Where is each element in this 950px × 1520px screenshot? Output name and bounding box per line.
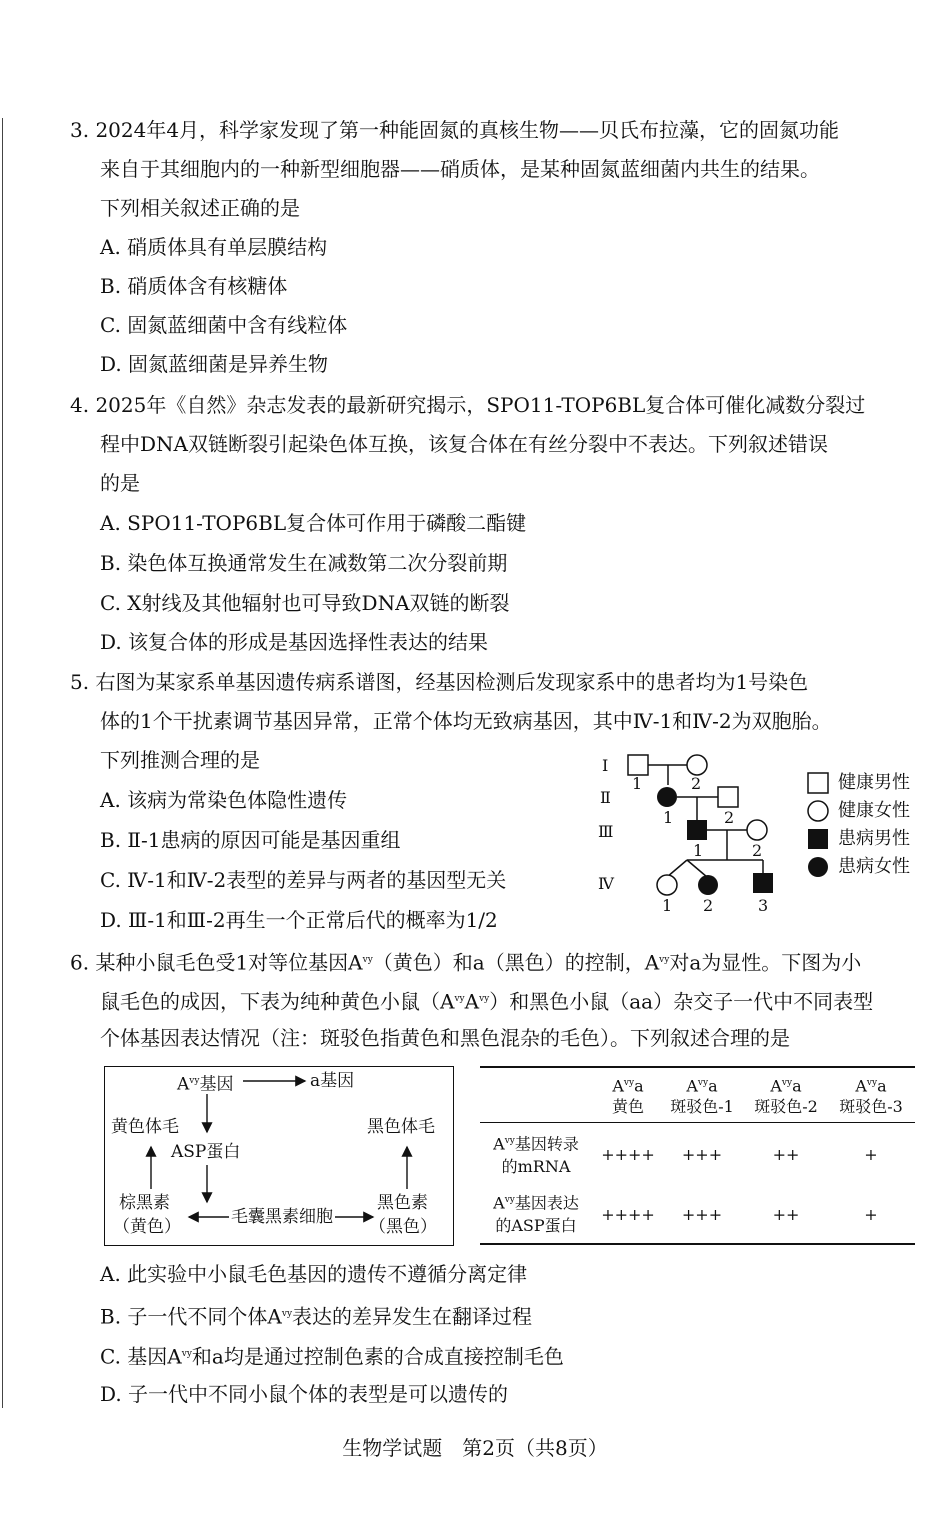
q4-stem-line3: 的是 [100, 471, 140, 495]
q3-option-b: B. 硝质体含有核糖体 [100, 274, 288, 298]
q6-stem-line2: 鼠毛色的成因，下表为纯种黄色小鼠$(A^{vy}A^{vy})$和黑色小鼠（aa）杂交子一代中不同表型 [100, 989, 874, 1014]
q5-option-c: C. Ⅳ-1和Ⅳ-2表型的差异与两者的基因型无关 [100, 868, 507, 892]
pedigree-num: 1 [632, 774, 643, 793]
table-cell: +++ [681, 1145, 723, 1164]
table-row-label: 的mRNA [501, 1157, 571, 1176]
pedigree-num: 2 [752, 841, 763, 860]
table-header-phenotype: 斑驳色-2 [754, 1097, 818, 1116]
pedigree-chart [590, 745, 930, 920]
q4-stem-line1: 4. 2025年《自然》杂志发表的最新研究揭示，SPO11-TOP6BL复合体可催化减数分裂过 [70, 393, 866, 417]
q3-stem-line1: 3. 2024年4月，科学家发现了第一种能固氮的真核生物——贝氏布拉藻，它的固氮功能 [70, 118, 840, 142]
legend-affected-male: 患病男性 [838, 828, 910, 849]
table-header-genotype: $A^{vy}a$ [686, 1076, 718, 1096]
q4-option-d: D. 该复合体的形成是基因选择性表达的结果 [100, 630, 489, 654]
flow-asp-protein: ASP蛋白 [171, 1142, 241, 1162]
q5-stem-line1: 5. 右图为某家系单基因遗传病系谱图，经基因检测后发现家系中的患者均为1号染色 [70, 670, 809, 694]
q3-option-d: D. 固氮蓝细菌是异养生物 [100, 352, 329, 376]
table-row-label: $A^{vy}$基因转录 [493, 1134, 579, 1154]
q4-option-c: C. X射线及其他辐射也可导致DNA双链的断裂 [100, 591, 510, 615]
flow-black-note: （黑色） [369, 1217, 437, 1237]
q5-option-a: A. 该病为常染色体隐性遗传 [100, 788, 348, 812]
pedigree-gen-1: Ⅰ [602, 756, 609, 775]
q4-stem-line2: 程中DNA双链断裂引起染色体互换，该复合体在有丝分裂中不表达。下列叙述错误 [100, 432, 828, 456]
table-header-phenotype: 斑驳色-3 [839, 1097, 903, 1116]
table-cell: ++++ [601, 1145, 655, 1164]
table-cell: ++ [772, 1205, 800, 1224]
page-footer: 生物学试题 第2页（共8页） [342, 1436, 608, 1460]
q6-option-a: A. 此实验中小鼠毛色基因的遗传不遵循分离定律 [100, 1262, 528, 1286]
table-cell: +++ [681, 1205, 723, 1224]
q6-stem-line1: 6. 某种小鼠毛色受1对等位基因$A^{vy}$（黄色）和a（黑色）的控制，$A^{vy}$对a为显性。下图为小 [70, 950, 862, 975]
flow-black-pigment: 黑色素 [377, 1193, 428, 1213]
table-cell: + [864, 1205, 878, 1224]
pedigree-gen-4: Ⅳ [598, 874, 614, 893]
pedigree-num: 3 [758, 896, 769, 915]
q4-option-a: A. SPO11-TOP6BL复合体可作用于磷酸二酯键 [100, 511, 527, 535]
flow-yellow-hair: 黄色体毛 [111, 1117, 179, 1137]
table-header-genotype: $A^{vy}a$ [612, 1076, 644, 1096]
q6-option-c: C. 基因$A^{vy}$和a均是通过控制色素的合成直接控制毛色 [100, 1344, 564, 1369]
flow-brown-pigment: 棕黑素 [119, 1193, 170, 1213]
legend-healthy-male: 健康男性 [838, 772, 910, 793]
q5-stem-line3: 下列推测合理的是 [100, 748, 260, 772]
q4-option-b: B. 染色体互换通常发生在减数第二次分裂前期 [100, 551, 508, 575]
legend-affected-female: 患病女性 [838, 856, 910, 877]
q3-stem-line2: 来自于其细胞内的一种新型细胞器——硝质体，是某种固氮蓝细菌内共生的结果。 [100, 157, 820, 181]
table-row-label: $A^{vy}$基因表达 [493, 1193, 579, 1213]
q5-option-b: B. Ⅱ-1患病的原因可能是基因重组 [100, 828, 401, 852]
table-header-phenotype: 黄色 [611, 1097, 644, 1116]
pedigree-gen-2: Ⅱ [600, 788, 611, 807]
pedigree-gen-3: Ⅲ [598, 822, 614, 841]
q3-stem-line3: 下列相关叙述正确的是 [100, 196, 300, 220]
flow-avy-gene: $A^{vy}$基因 [177, 1074, 234, 1095]
flow-melanocyte: 毛囊黑素细胞 [231, 1207, 333, 1227]
pedigree-num: 2 [691, 774, 702, 793]
q6-option-b: B. 子一代不同个体$A^{vy}$表达的差异发生在翻译过程 [100, 1304, 533, 1329]
flow-a-gene: a基因 [310, 1071, 355, 1091]
table-cell: ++++ [601, 1205, 655, 1224]
table-cell: + [864, 1145, 878, 1164]
q3-option-a: A. 硝质体具有单层膜结构 [100, 235, 328, 259]
flow-black-hair: 黑色体毛 [367, 1117, 435, 1137]
q5-option-d: D. Ⅲ-1和Ⅲ-2再生一个正常后代的概率为1/2 [100, 908, 498, 932]
table-header-genotype: $A^{vy}a$ [855, 1076, 887, 1096]
pedigree-num: 1 [663, 808, 674, 827]
q6-stem-line3: 个体基因表达情况（注：斑驳色指黄色和黑色混杂的毛色）。下列叙述合理的是 [100, 1026, 790, 1050]
q3-option-c: C. 固氮蓝细菌中含有线粒体 [100, 313, 348, 337]
page-margin-line [2, 118, 3, 1408]
flow-brown-note: （黄色） [113, 1217, 181, 1237]
q5-stem-line2: 体的1个干扰素调节基因异常，正常个体均无致病基因，其中Ⅳ-1和Ⅳ-2为双胞胎。 [100, 709, 832, 733]
table-header-phenotype: 斑驳色-1 [670, 1097, 734, 1116]
table-header-genotype: $A^{vy}a$ [770, 1076, 802, 1096]
pedigree-num: 2 [703, 896, 714, 915]
coat-color-flow-diagram [104, 1066, 454, 1246]
pedigree-num: 1 [662, 896, 673, 915]
pedigree-num: 1 [693, 841, 704, 860]
table-cell: ++ [772, 1145, 800, 1164]
pedigree-num: 2 [724, 808, 735, 827]
legend-healthy-female: 健康女性 [838, 800, 910, 821]
q6-option-d: D. 子一代中不同小鼠个体的表型是可以遗传的 [100, 1382, 509, 1406]
table-row-label: 的ASP蛋白 [495, 1216, 577, 1235]
